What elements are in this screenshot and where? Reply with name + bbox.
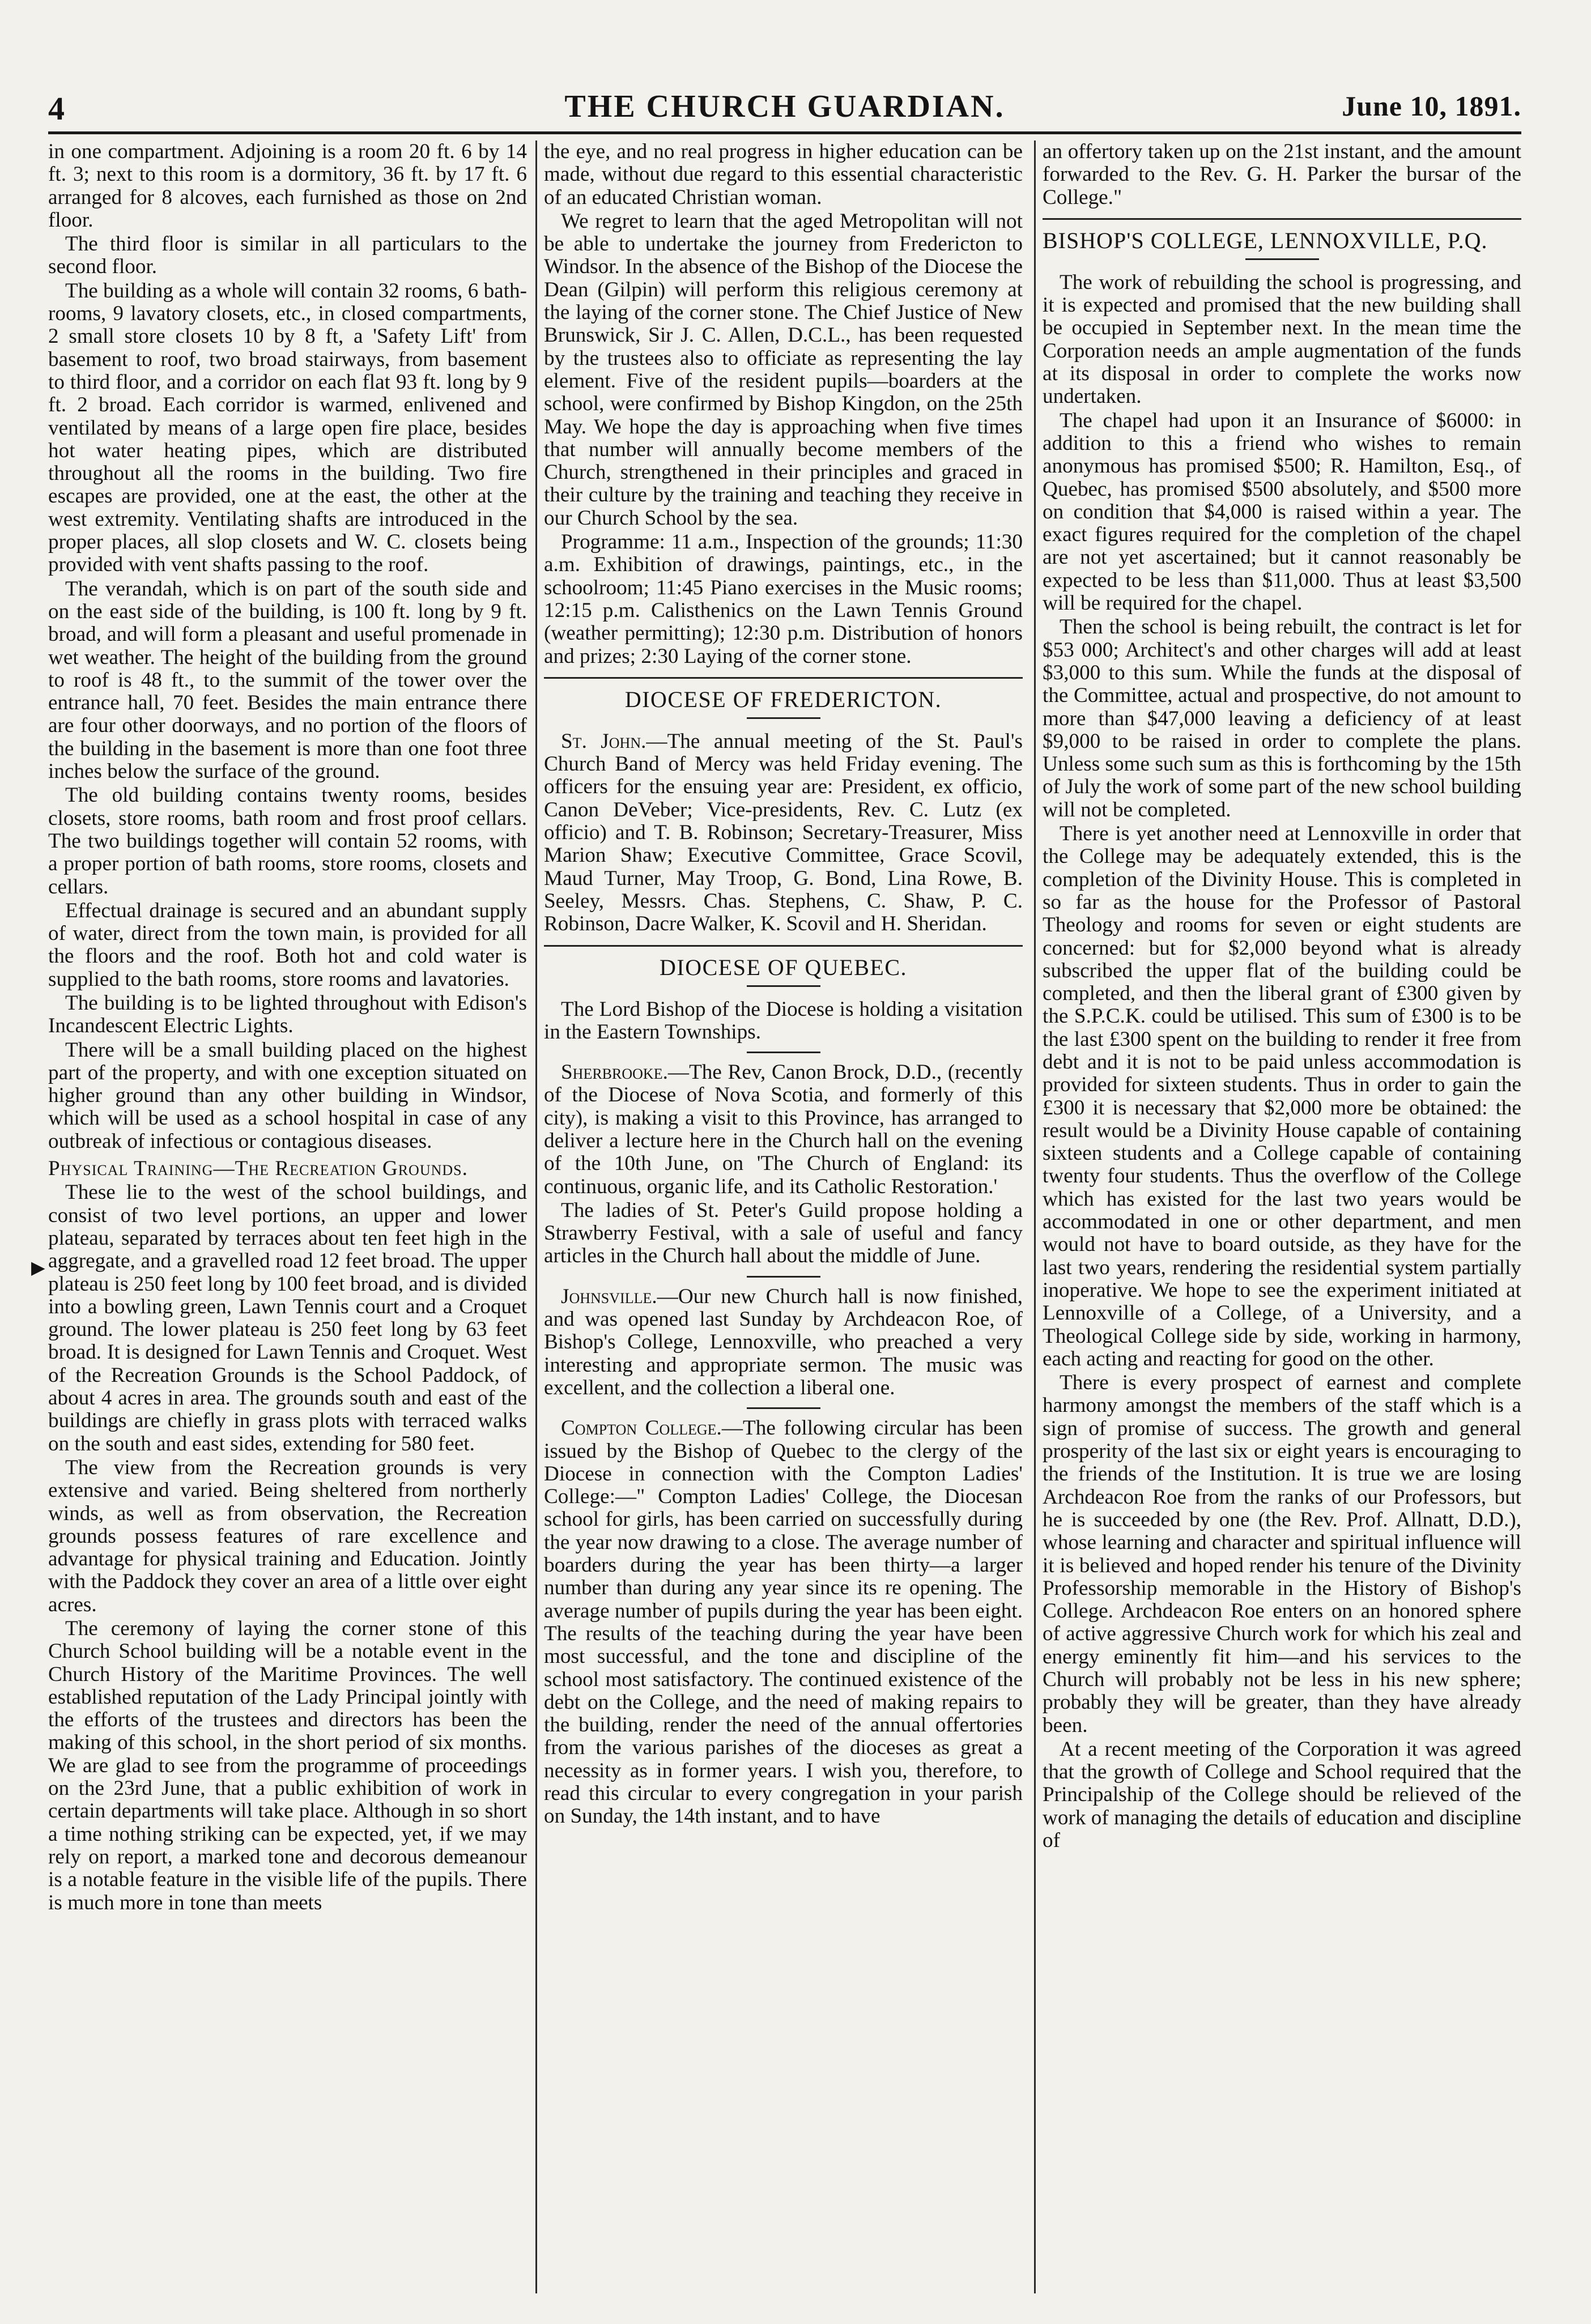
heading-rule	[1245, 258, 1319, 260]
paragraph: The verandah, which is on part of the south side and on the east side of the building, is 100 ft. long by 9 ft. broad, and will form a pleasant and useful promenade in wet weather. The height of the building from the ground to roof is 48 ft., to the summit of the tower over the entrance hall, 70 feet. Besides the main entrance there are four other doorways, and no portion of the floors of the building in the basement is more than one foot three inches below the surface of the ground.	[48, 577, 527, 784]
paragraph: The third floor is similar in all particulars to the second floor.	[48, 232, 527, 279]
paragraph: The chapel had upon it an Insurance of $6000: in addition to this a friend who wishes to remain anonymous has promised $500; R. Hamilton, Esq., of Quebec, has promised $500 absolutely, and $500 more on condition that $4,000 is raised within a year. The exact figures required for the completion of the chapel are not yet ascertained; but it cannot reasonably be expected to be less than $11,000. Thus at least $3,500 will be required for the chapel.	[1043, 408, 1521, 615]
paragraph: There will be a small building placed on the highest part of the property, and with one exception situated on higher ground than any other building in Windsor, which will be used as a school hospital in case of any outbreak of infectious or contagious diseases.	[48, 1038, 527, 1153]
section-heading-fredericton: DIOCESE OF FREDERICTON.	[624, 686, 942, 712]
paragraph: Programme: 11 a.m., Inspection of the grounds; 11:30 a.m. Exhibition of drawings, paintings, etc., in the schoolroom; 11:45 Piano exercises in the Music rooms; 12:15 p.m. Calisthenics on the Lawn Tennis Ground (weather permitting); 12:30 p.m. Distribution of honors and prizes; 2:30 Laying of the corner stone.	[544, 530, 1023, 668]
paragraph: The old building contains twenty rooms, besides closets, store rooms, bath room and frost proof cellars. The two buildings together will contain 52 rooms, with a proper portion of bath rooms, store rooms, closets and cellars.	[48, 784, 527, 899]
header-rule	[48, 131, 1521, 134]
column-3	[1043, 141, 1521, 2305]
section-subheading: Physical Training—The Recreation Grounds.	[48, 1157, 468, 1181]
paragraph: The work of rebuilding the school is progressing, and it is expected and promised that the new building shall be occupied in September next. In the mean time the Corporation needs an ample augmentation of the funds at its disposal in order to complete the works now undertaken.	[1043, 270, 1521, 408]
heading-rule	[747, 717, 820, 719]
item-rule	[747, 1052, 820, 1053]
paragraph: —Our new Church hall is now finished, and was opened last Sunday by Archdeacon Roe, of Bishop's College, Lennoxville, who preached a very interesting and appropriate sermon. The music was excellent, and the collection a liberal one.	[544, 1284, 1023, 1399]
column-2	[544, 141, 1023, 2305]
paragraph: The building as a whole will contain 32 rooms, 6 bath-rooms, 9 lavatory closets, etc., in closed compartments, 2 small store closets 10 by 8 ft, a 'Safety Lift' from basement to roof, two broad stairways, from basement to third floor, and a corridor on each flat 93 ft. long by 9 ft. 2 broad. Each corridor is warmed, enlivened and ventilated by means of a large open fire place, besides hot water heating pipes, which are distributed throughout all the rooms in the building. Two fire escapes are provided, one at the east, the other at the west extremity. Ventilating shafts are introduced in the proper places, all slop closets and W. C. closets being provided with vent shafts passing to the roof.	[48, 279, 527, 577]
section-heading-bishops-college: BISHOP'S COLLEGE, LENNOXVILLE, P.Q.	[1043, 227, 1488, 253]
section-rule	[1043, 218, 1521, 220]
paragraph: —The following circular has been issued by the Bishop of Quebec to the clergy of the Diocese in connection with the Compton Ladies' College:—" Compton Ladies' College, the Diocesan school for girls, has been carried on successfully during the year now drawing to a close. The average number of boarders during the year has been thirty—a larger number than during any year since its re opening. The average number of pupils during the year has been eight. The results of the teaching during the year have been most successful, and the tone and discipline of the school most satisfactory. The continued existence of the debt on the College, and the need of making repairs to the building, render the need of the annual offertories from the various parishes of the dioceses as great a necessity as in former years. I wish you, therefore, to read this circular to every congregation in your parish on Sunday, the 14th instant, and to have	[544, 1416, 1023, 1828]
dateline: St. John.	[561, 729, 646, 753]
issue-date: June 10, 1891.	[1342, 90, 1521, 122]
paragraph: —The Rev, Canon Brock, D.D., (recently of the Diocese of Nova Scotia, and formerly of this city), is making a visit to this Province, has arranged to deliver a lecture here in the Church hall on the evening of the 10th June, on 'The Church of England: its continuous, organic life, and its Catholic Restoration.'	[544, 1061, 1023, 1198]
paragraph: There is every prospect of earnest and complete harmony amongst the members of the staff which is a sign of promise of success. The growth and general prosperity of the last six or eight years is encouraging to the friends of the Institution. It is true we are losing Archdeacon Roe from the ranks of our Professors, but he is succeeded by one (the Rev. Prof. Allnatt, D.D.), whose learning and character and spiritual influence will it is believed and hoped render his tenure of the Divinity Professorship memorable in the History of Bishop's College. Archdeacon Roe enters on an honored sphere of active aggressive Church work for which his zeal and energy eminently fit him—and his services to the Church will probably not be less in his new sphere; probably they will be greater, than they have already been.	[1043, 1371, 1521, 1737]
section-rule	[544, 677, 1023, 679]
column-divider	[1034, 141, 1036, 2293]
item-rule	[747, 1407, 820, 1409]
paragraph: The view from the Recreation grounds is very extensive and varied. Being sheltered from northerly winds, as well as from observation, the Recreation grounds possess features of rare excellence and advantage for physical training and Education. Jointly with the Paddock they cover an area of a little over eight acres.	[48, 1455, 527, 1616]
dateline: Sherbrooke.	[561, 1061, 668, 1084]
section-rule	[544, 945, 1023, 947]
paragraph: The building is to be lighted throughout with Edison's Incandescent Electric Lights.	[48, 991, 527, 1038]
section-heading-quebec: DIOCESE OF QUEBEC.	[659, 954, 908, 980]
paragraph: These lie to the west of the school buildings, and consist of two level portions, an upper and lower plateau, separated by terraces about ten feet high in the aggregate, and a gravelled road 12 feet broad. The upper plateau is 250 feet long by 100 feet broad, and is divided into a bowling green, Lawn Tennis court and a Croquet ground. The lower plateau is 250 feet long by 63 feet broad. It is designed for Lawn Tennis and Croquet. West of the Recreation Grounds is the School Paddock, of about 4 acres in area. The grounds south and east of the buildings are chiefly in grass plots with terraced walks on the south and east sides, extending for 580 feet.	[48, 1181, 527, 1455]
heading-rule	[747, 985, 820, 987]
item-rule	[747, 1276, 820, 1278]
paragraph: in one compartment. Adjoining is a room 20 ft. 6 by 14 ft. 3; next to this room is a dormitory, 36 ft. by 17 ft. 6 arranged for 8 alcoves, each furnished as those on 2nd floor.	[48, 141, 527, 232]
column-divider	[535, 141, 537, 2293]
column-1	[48, 141, 527, 2305]
paragraph: There is yet another need at Lennoxville in order that the College may be adequately extended, this is the completion of the Divinity House. This is completed in so far as the house for the Professor of Pastoral Theology and rooms for seven or eight students are concerned: but for $2,000 beyond what is already subscribed the upper flat of the building could be completed, and then the liberal grant of £300 given by the S.P.C.K. could be utilised. This sum of £300 is to be the last £300 spent on the building to render it free from debt and it is not to be paid unless accommodation is provided for sixteen students. Thus in order to gain the £300 it is necessary that $2,000 more be obtained: the result would be a Divinity House capable of containing sixteen students and a College capable of containing twenty four students. Thus the overflow of the College which has existed for the last two years would be accommodated in one or other department, and men would not have to board outside, as they have for the last two years, rendering the residential system partially inoperative. We hope to see the experiment initiated at Lennoxville of a College, of a University, and a Theological College side by side, working in harmony, each acting and reacting for good on the other.	[1043, 822, 1521, 1370]
masthead: THE CHURCH GUARDIAN.	[564, 89, 1005, 124]
dateline: Johnsville.	[561, 1284, 657, 1308]
paragraph: Then the school is being rebuilt, the contract is let for $53 000; Architect's and other charges will add at least $3,000 to this sum. While the funds at the disposal of the Committee, actual and prospective, do not amount to more than $47,000 leaving a deficiency of at least $9,000 to be raised in order to complete the plans. Unless some such sum as this is forthcoming by the 15th of July the work of some part of the new school building will not be completed.	[1043, 615, 1521, 822]
paragraph: The Lord Bishop of the Diocese is holding a visitation in the Eastern Townships.	[544, 997, 1023, 1044]
dateline: Compton College.	[561, 1416, 722, 1440]
paragraph: The ceremony of laying the corner stone of this Church School building will be a notable event in the Church History of the Maritime Provinces. The well established reputation of the Lady Principal jointly with the efforts of the trustees and directors has been the making of this school, in the short period of six months. We are glad to see from the programme of proceedings on the 23rd June, that a public exhibition of work in certain departments will take place. Although in so short a time nothing striking can be expected, yet, if we may rely on report, a marked tone and decorous demeanour is a notable feature in the visible life of the pupils. There is much more in tone than meets	[48, 1617, 527, 1914]
paragraph: At a recent meeting of the Corporation it was agreed that the growth of College and School required that the Principalship of the College should be relieved of the work of managing the details of education and discipline of	[1043, 1737, 1521, 1853]
paragraph: an offertory taken up on the 21st instant, and the amount forwarded to the Rev. G. H. Parker the bursar of the College."	[1043, 141, 1521, 209]
margin-pointer-icon: ▶	[31, 1257, 45, 1278]
paragraph: The ladies of St. Peter's Guild propose holding a Strawberry Festival, with a sale of useful and fancy articles in the Church hall about the middle of June.	[544, 1198, 1023, 1268]
paragraph: We regret to learn that the aged Metropolitan will not be able to undertake the journey from Fredericton to Windsor. In the absence of the Bishop of the Diocese the Dean (Gilpin) will perform this religious ceremony at the laying of the corner stone. The Chief Justice of New Brunswick, Sir J. C. Allen, D.C.L., has been requested by the trustees also to officiate as representing the lay element. Five of the resident pupils—boarders at the school, were confirmed by Bishop Kingdon, on the 25th May. We hope the day is approaching when five times that number will annually become members of the Church, strengthened in their principles and graced in their culture by the training and teaching they receive in our Church School by the sea.	[544, 209, 1023, 530]
page-header	[48, 85, 1521, 130]
paragraph: Effectual drainage is secured and an abundant supply of water, direct from the town main, is provided for all the floors and the roof. Both hot and cold water is supplied to the bath rooms, store rooms and lavatories.	[48, 899, 527, 991]
paragraph: the eye, and no real progress in higher education can be made, without due regard to this essential characteristic of an educated Christian woman.	[544, 141, 1023, 209]
page-number: 4	[48, 90, 65, 127]
paragraph: —The annual meeting of the St. Paul's Church Band of Mercy was held Friday evening. The officers for the ensuing year are: President, ex officio, Canon DeVeber; Vice-presidents, Rev. C. Lutz (ex officio) and T. B. Robinson; Secretary-Treasurer, Miss Marion Shaw; Executive Committee, Grace Scovil, Maud Turner, May Troop, G. Bond, Lina Rowe, B. Seeley, Messrs. Chas. Stephens, C. Shaw, P. C. Robinson, Dacre Walker, K. Scovil and H. Sheridan.	[544, 729, 1023, 936]
